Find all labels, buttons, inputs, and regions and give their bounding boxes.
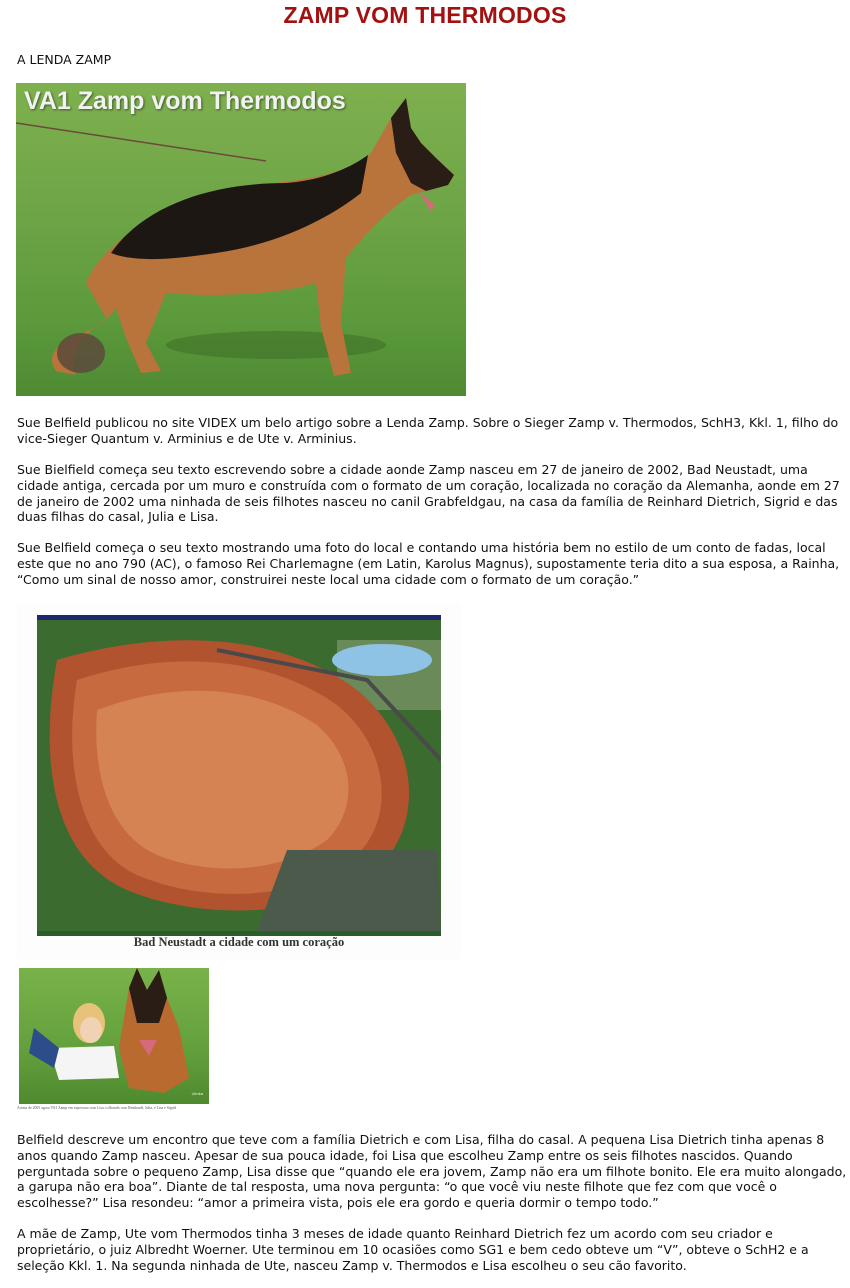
town-illustration	[37, 620, 441, 931]
paragraph-4: Belfield descreve um encontro que teve com a família Dietrich e com Lisa, filha do casal. A pequena Lisa Dietrich tinha apenas 8 anos quando Zamp nasceu. Apesar de sua pouca idade, foi Lisa que escolheu Zamp entre os seis filhotes nascidos. Quando perguntada sobre o pequeno Zamp, Lisa disse que “quando ele era jovem, Zamp não era um filhote bonito. Ele era muito alongado, a garupa não era boa”. Diante de tal resposta, uma nova pergunta: “o que você viu neste filhote que fez com que você o escolhesse?” Lisa resondeu: “amor a primeira vista, pois ele era gordo e queria dormir o tempo todo.”	[17, 1132, 847, 1211]
page-title: ZAMP VOM THERMODOS	[283, 2, 567, 28]
girl-dog-illustration	[19, 968, 209, 1104]
dog-photo	[16, 83, 466, 396]
paragraph-2: Sue Bielfield começa seu texto escrevendo sobre a cidade aonde Zamp nasceu em 27 de janeiro de 2002, Bad Neustadt, uma cidade antiga, cercada por um muro e construída com o formato de um coração, localizada no coração da Alemanha, aonde em 27 de janeiro de 2002 uma ninhada de seis filhotes nasceu no canil Grabfeldgau, na casa da família de Reinhard Dietrich, Sigrid e das duas filhas do casal, Julia e Lisa.	[17, 462, 840, 525]
girl-dog-image	[19, 968, 209, 1104]
dog-photo-overlay-text: VA1 Zamp vom Thermodos	[24, 87, 346, 115]
town-photo-caption: Bad Neustadt a cidade com um coração	[133, 935, 345, 949]
town-photo	[17, 603, 461, 959]
paragraph-1: Sue Belfield publicou no site VIDEX um belo artigo sobre a Lenda Zamp. Sobre o Sieger Zamp v. Thermodos, SchH3, Kkl. 1, filho do vice-Sieger Quantum v. Arminius e de Ute v. Arminius.	[17, 415, 839, 446]
photo-watermark: Ulmka	[191, 1091, 203, 1096]
dog-illustration	[16, 83, 466, 396]
town-aerial-image	[37, 615, 441, 936]
section-subtitle: A LENDA ZAMP	[17, 52, 112, 67]
girl-dog-photo-credit: Acima de 2005 agora VA1 Zamp em expressao com Lisa o olhando com Reinhardt, Julia, e Lisa e Sigrid	[17, 1106, 177, 1110]
paragraph-5: A mãe de Zamp, Ute vom Thermodos tinha 3 meses de idade quanto Reinhard Dietrich fez um acordo com seu criador e proprietário, o juiz Albredht Woerner. Ute terminou em 10 ocasiões como SG1 e bem cedo obteve um “V”, obteve o SchH2 e a seleção Kkl. 1. Na segunda ninhada de Ute, nasceu Zamp v. Thermodos e Lisa escolheu o seu cão favorito.	[17, 1226, 809, 1273]
paragraph-3: Sue Belfield começa o seu texto mostrando uma foto do local e contando uma história bem no estilo de um conto de fadas, local este que no ano 790 (AC), o famoso Rei Charlemagne (em Latin, Karolus Magnus), supostamente teria dito a sua esposa, a Rainha, “Como um sinal de nosso amor, construirei neste local uma cidade com o formato de um coração.”	[17, 540, 840, 587]
girl-dog-photo	[17, 966, 209, 1114]
